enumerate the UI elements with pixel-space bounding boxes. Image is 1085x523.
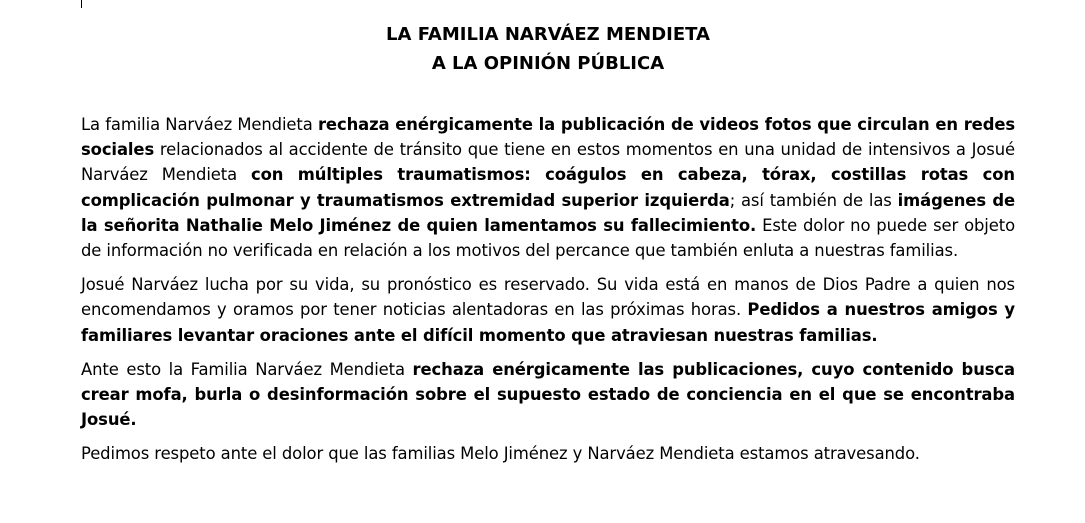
title-block [81, 20, 1015, 78]
paragraph-bold-text: rechaza enérgicamente las publicaciones, cuyo contenido busca crear mofa, burla o desinformación sobre el supuesto estado de conciencia en el que se encontraba Josué. [81, 359, 1015, 430]
paragraph-3 [81, 357, 1015, 433]
paragraph-text: Este dolor no puede ser objeto de información no verificada en relación a los motivos del percance que también enluta a nuestras familias. [81, 215, 1015, 261]
paragraph-1 [81, 112, 1015, 263]
paragraph-text: La familia Narváez Mendieta [81, 115, 318, 134]
paragraph-text: relacionados al accidente de tránsito que tiene en estos momentos en una unidad de intensivos a Josué Narváez Mendieta [81, 140, 1015, 185]
document-page [81, 20, 1015, 476]
paragraph-4 [81, 441, 1015, 466]
paragraph-text: Josué Narváez lucha por su vida, su pronóstico es reservado. Su vida está en manos de Dios Padre a quien nos encomendamos y oramos por tener noticias alentadoras en las próximas horas. [81, 275, 1015, 320]
paragraph-text: ; así también de las [729, 190, 898, 210]
paragraph-text: Pedimos respeto ante el dolor que las familias Melo Jiménez y Narváez Mendieta estamos atravesando. [81, 444, 920, 464]
paragraph-bold-text: Pedidos a nuestros amigos y familiares levantar oraciones ante el difícil momento que atraviesan nuestras familias. [81, 300, 1015, 345]
document-title-line-1: LA FAMILIA NARVÁEZ MENDIETA [386, 24, 710, 45]
paragraph-text: Ante esto la Familia Narváez Mendieta [81, 359, 413, 379]
text-cursor-mark [81, 0, 82, 8]
paragraph-bold-text: rechaza enérgicamente la publicación de videos fotos que circulan en redes sociales [81, 115, 1015, 160]
paragraph-2 [81, 272, 1015, 348]
paragraph-bold-text: imágenes de la señorita Nathalie Melo Jiménez de quien lamentamos su fallecimiento. [81, 190, 1015, 235]
document-title-line-2: A LA OPINIÓN PÚBLICA [431, 53, 665, 74]
paragraph-bold-text: con múltiples traumatismos: coágulos en cabeza, tórax, costillas rotas con complicación pulmonar y traumatismos extremidad superior izquierda [81, 165, 1015, 210]
